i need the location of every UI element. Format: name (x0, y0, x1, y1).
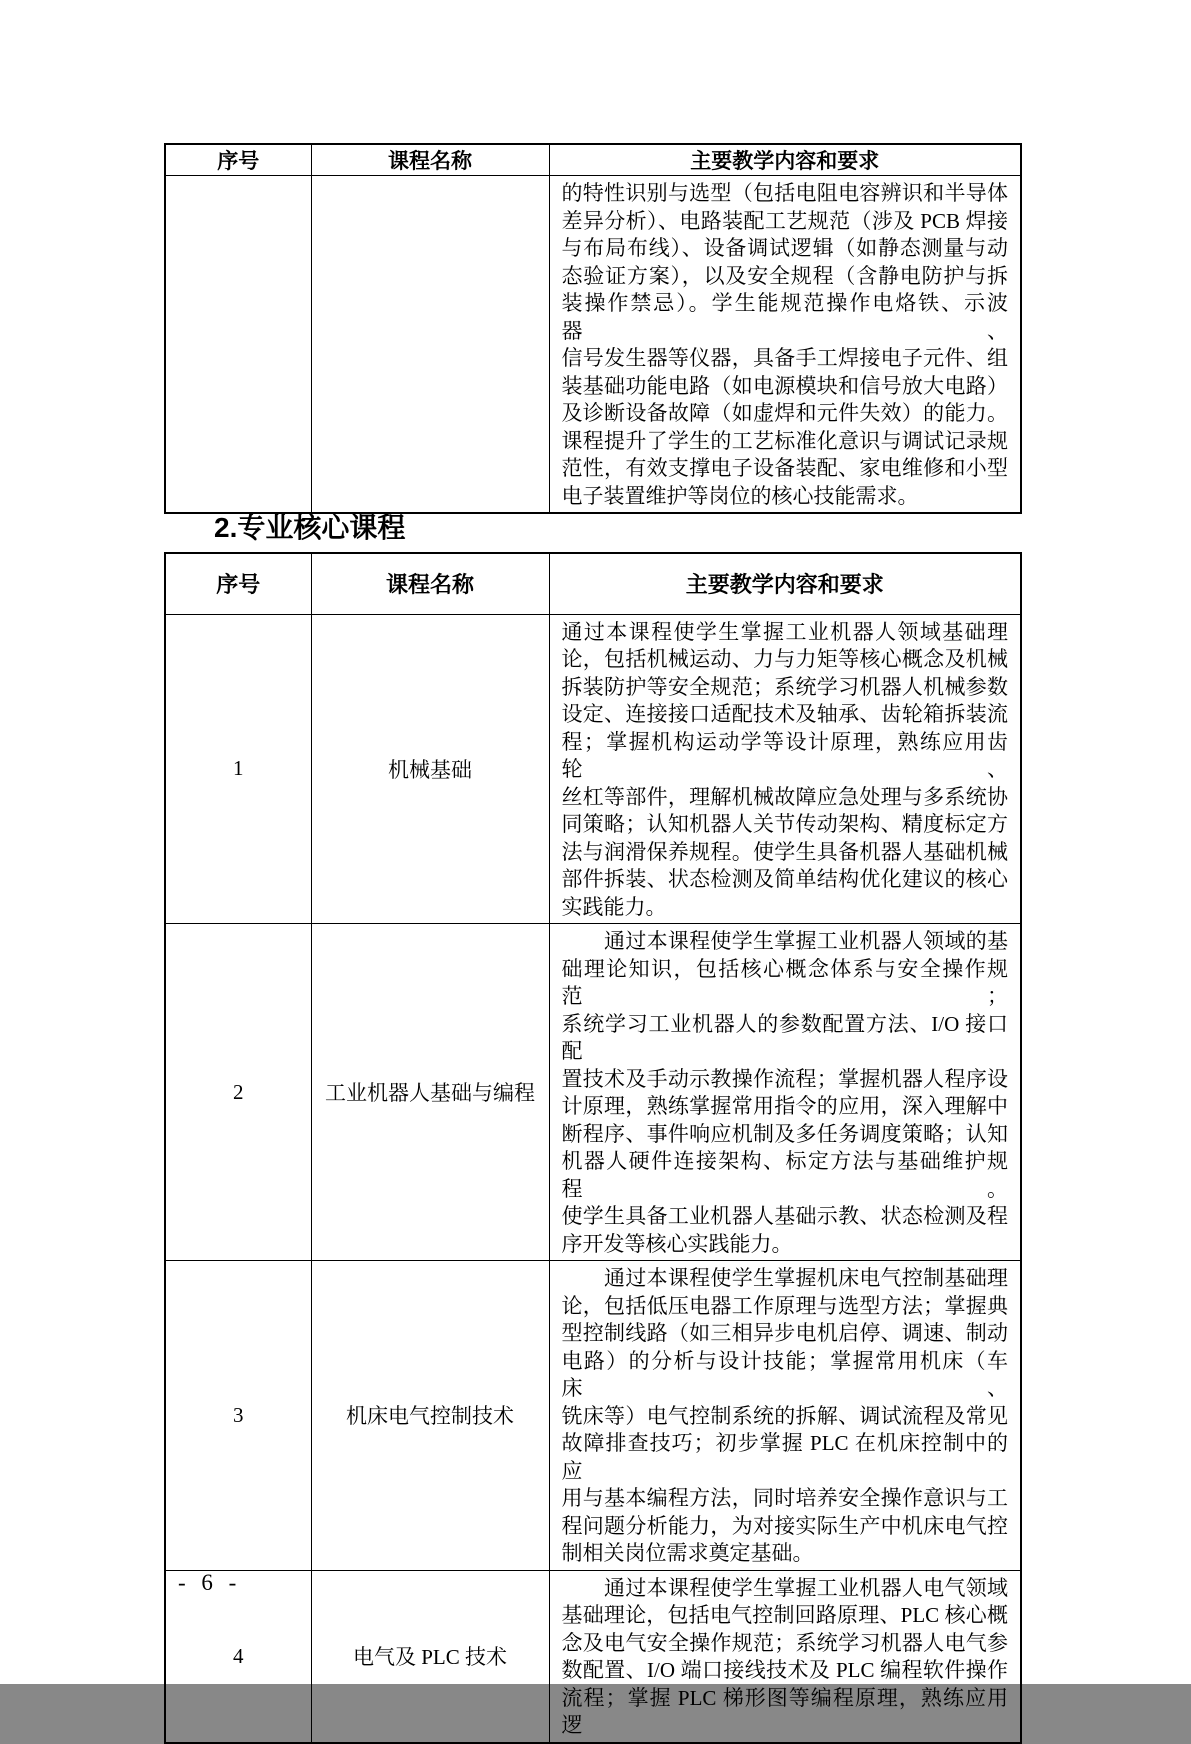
text-line: 铣床等）电气控制系统的拆解、调试流程及常见 (561, 1403, 1008, 1428)
text-line: 实践能力。 (561, 894, 667, 919)
course-number-cell (165, 176, 311, 514)
text-line: 范性，有效支撑电子设备装配、家电维修和小型 (561, 456, 1008, 480)
text-line: 系统学习工业机器人的参数配置方法、I/O 接口配 (561, 1011, 1008, 1063)
text-line: 通过本课程使学生掌握工业机器人领域的基 (561, 929, 1008, 953)
col-header-course-name: 课程名称 (311, 553, 549, 614)
text-line: 电路）的分析与设计技能；掌握常用机床（车床、 (561, 1348, 1008, 1400)
text-line: 差异分析）、电路装配工艺规范（涉及 PCB 焊接 (561, 208, 1008, 233)
course-name-cell: 机床电气控制技术 (311, 1261, 549, 1571)
text-line: 础理论知识，包括核心概念体系与安全操作规范； (561, 956, 1008, 1008)
col-header-number: 序号 (165, 553, 311, 614)
core-courses-table (164, 552, 1022, 1744)
text-line: 程问题分析能力，为对接实际生产中机床电气控 (561, 1513, 1008, 1538)
text-line: 同策略；认知机器人关节传动架构、精度标定方 (561, 812, 1008, 836)
text-line: 装基础功能电路（如电源模块和信号放大电路） (561, 373, 1008, 398)
course-name-cell: 电气及 PLC 技术 (311, 1570, 549, 1743)
col-header-content: 主要教学内容和要求 (549, 553, 1021, 614)
col-header-number: 序号 (165, 144, 311, 176)
text-line: 态验证方案），以及安全规程（含静电防护与拆 (561, 263, 1008, 288)
course-number-cell: 2 (165, 924, 311, 1261)
text-line: 程；掌握机构运动学等设计原理，熟练应用齿轮、 (561, 729, 1008, 781)
course-name-cell: 工业机器人基础与编程 (311, 924, 549, 1261)
course-name-cell: 机械基础 (311, 614, 549, 924)
text-line: 拆装防护等安全规范；系统学习机器人机械参数 (561, 674, 1008, 699)
table-row (165, 1570, 1021, 1743)
text-line: 故障排查技巧；初步掌握 PLC 在机床控制中的应 (561, 1431, 1008, 1483)
text-line: 电子装置维护等岗位的核心技能需求。 (561, 483, 919, 508)
col-header-content: 主要教学内容和要求 (549, 144, 1021, 176)
text-line: 制相关岗位需求奠定基础。 (561, 1541, 814, 1565)
text-line: 机器人硬件连接架构、标定方法与基础维护规程。 (561, 1149, 1008, 1201)
text-line: 通过本课程使学生掌握工业机器人领域基础理 (561, 619, 1008, 644)
course-content-cell (549, 176, 1021, 514)
text-line: 计原理，熟练掌握常用指令的应用，深入理解中 (561, 1094, 1008, 1118)
table-row (165, 176, 1021, 514)
page-number: - 6 - (178, 1570, 242, 1595)
text-line: 课程提升了学生的工艺标准化意识与调试记录规 (561, 428, 1008, 453)
text-line: 部件拆装、状态检测及简单结构优化建议的核心 (561, 867, 1008, 891)
text-line: 通过本课程使学生掌握工业机器人电气领域 (561, 1575, 1008, 1600)
course-content-cell (549, 614, 1021, 924)
text-line: 法与润滑保养规程。使学生具备机器人基础机械 (561, 839, 1008, 864)
text-line: 及诊断设备故障（如虚焊和元件失效）的能力。 (561, 401, 1008, 425)
course-number-cell: 3 (165, 1261, 311, 1571)
table-header-row (165, 144, 1021, 176)
text-line: 论，包括低压电器工作原理与选型方法；掌握典 (561, 1293, 1008, 1318)
text-line: 断程序、事件响应机制及多任务调度策略；认知 (561, 1121, 1008, 1146)
table-row (165, 924, 1021, 1261)
course-content-cell (549, 1261, 1021, 1571)
text-line: 装操作禁忌）。学生能规范操作电烙铁、示波器、 (561, 291, 1008, 343)
text-line: 与布局布线）、设备调试逻辑（如静态测量与动 (561, 236, 1008, 260)
course-name-cell (311, 176, 549, 514)
text-line: 置技术及手动示教操作流程；掌握机器人程序设 (561, 1066, 1008, 1091)
table-header-row (165, 553, 1021, 614)
table-row (165, 1261, 1021, 1571)
course-number-cell: 4 (165, 1570, 311, 1743)
text-line: 设定、连接接口适配技术及轴承、齿轮箱拆装流 (561, 702, 1008, 726)
text-line: 念及电气安全操作规范；系统学习机器人电气参 (561, 1630, 1008, 1655)
section-heading: 2.专业核心课程 (214, 512, 406, 543)
text-line: 数配置、I/O 端口接线技术及 PLC 编程软件操作 (561, 1658, 1008, 1682)
text-line: 用与基本编程方法，同时培养安全操作意识与工 (561, 1486, 1008, 1510)
text-line: 通过本课程使学生掌握机床电气控制基础理 (561, 1266, 1008, 1290)
course-content-cell (549, 924, 1021, 1261)
text-line: 基础理论，包括电气控制回路原理、PLC 核心概 (561, 1603, 1008, 1627)
text-line: 流程；掌握 PLC 梯形图等编程原理，熟练应用逻 (561, 1685, 1008, 1737)
course-number-cell: 1 (165, 614, 311, 924)
text-line: 丝杠等部件，理解机械故障应急处理与多系统协 (561, 784, 1008, 809)
text-line: 序开发等核心实践能力。 (561, 1231, 793, 1256)
text-line: 的特性识别与选型（包括电阻电容辨识和半导体 (561, 181, 1008, 205)
text-line: 信号发生器等仪器，具备手工焊接电子元件、组 (561, 346, 1008, 370)
col-header-course-name: 课程名称 (311, 144, 549, 176)
course-content-cell (549, 1570, 1021, 1743)
table-row (165, 614, 1021, 924)
text-line: 使学生具备工业机器人基础示教、状态检测及程 (561, 1204, 1008, 1228)
text-line: 型控制线路（如三相异步电机启停、调速、制动 (561, 1321, 1008, 1345)
text-line: 论，包括机械运动、力与力矩等核心概念及机械 (561, 647, 1008, 671)
table-continued-from-previous-page (164, 143, 1022, 514)
